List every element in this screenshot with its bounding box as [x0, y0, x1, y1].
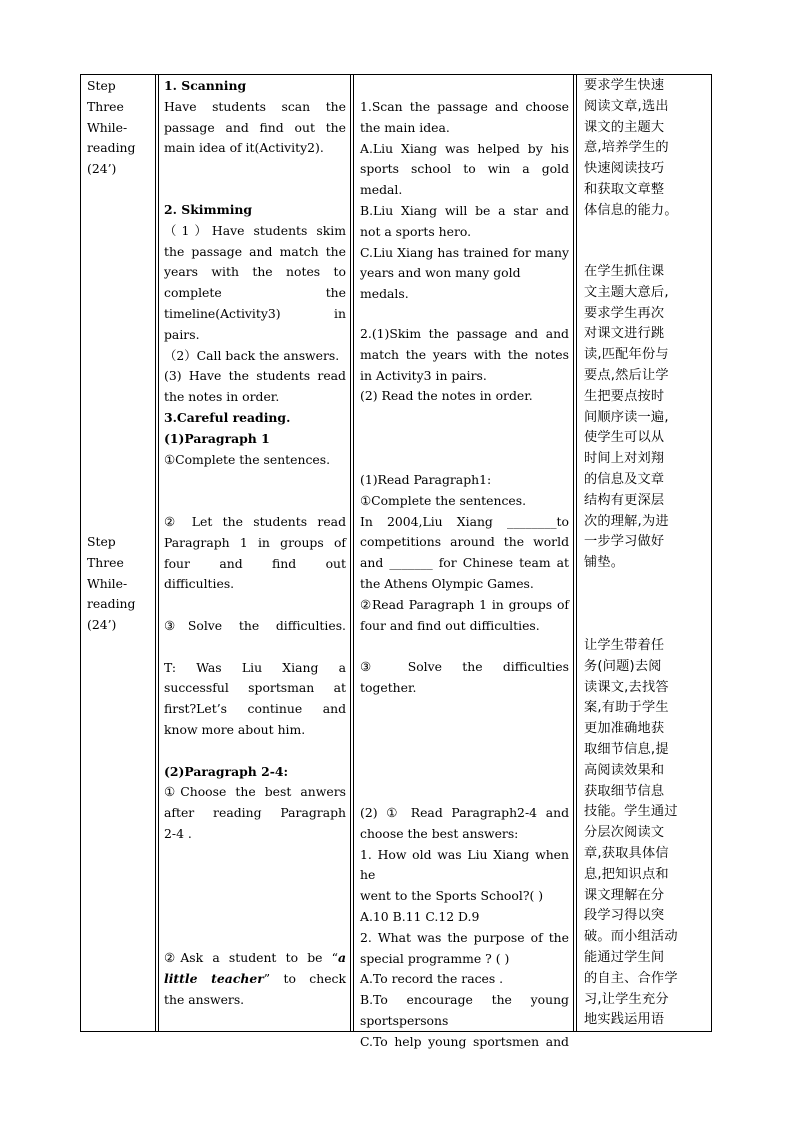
student-text: A.To record the races .	[360, 971, 504, 987]
step-text: reading	[87, 596, 136, 612]
student-text: choose the best answers:	[360, 825, 519, 841]
student-text: match the years with the notes	[360, 346, 569, 362]
teacher-text: ①Choose the best anwers	[164, 784, 346, 800]
teacher-text: ③Solve the difficulties.	[164, 617, 346, 633]
purpose-text: 铺垫。	[584, 555, 625, 571]
student-text: went to the Sports School?( )	[360, 888, 544, 904]
purpose-text: 的信息及文章	[584, 471, 665, 487]
student-text: and _______ for Chinese team at	[360, 555, 569, 571]
purpose-text: 高阅读效果和	[584, 762, 665, 778]
teacher-text: 2-4 .	[164, 825, 192, 841]
student-text: 2. What was the purpose of the	[360, 929, 569, 945]
student-text: B.To encourage the young	[360, 992, 569, 1008]
table-border-left	[80, 74, 81, 1032]
purpose-text: 能通过学生间	[584, 949, 665, 965]
teacher-text: ①Complete the sentences.	[164, 451, 331, 467]
student-text: competitions around the world	[360, 534, 569, 550]
student-text: 2.(1)Skim the passage and and	[360, 326, 569, 341]
purpose-text: 次的理解,为进	[584, 513, 669, 529]
purpose-text: 课文的主题大	[584, 119, 665, 135]
purpose-text: 阅读文章,选出	[584, 98, 669, 114]
purpose-text: 要求学生快速	[584, 78, 665, 93]
table-border-top	[80, 74, 712, 75]
student-text: B.Liu Xiang will be a star and	[360, 202, 569, 218]
skimming-title: 2. Skimming	[164, 202, 253, 217]
student-text: sports school to win a gold	[360, 161, 569, 177]
teacher-text: Paragraph 1 in groups of	[164, 534, 346, 550]
purpose-text: 对课文进行跳	[584, 326, 665, 342]
teacher-text	[164, 969, 346, 990]
purpose-text: 要求学生再次	[584, 305, 665, 321]
purpose-text: 习,让学生充分	[584, 991, 669, 1007]
student-text: medal.	[360, 182, 403, 198]
student-text: ②Read Paragraph 1 in groups of	[360, 596, 569, 612]
student-text: not a sports hero.	[360, 223, 472, 239]
teacher-text-emphasis: a	[337, 950, 346, 965]
student-text: four and find out difficulties.	[360, 617, 540, 633]
step-text: Step	[87, 78, 116, 93]
teacher-text: passage and find out the	[164, 119, 346, 135]
teacher-text: main idea of it(Activity2).	[164, 140, 324, 156]
teacher-text: T: Was Liu Xiang a	[164, 659, 346, 675]
purpose-text: 在学生抓住课	[584, 264, 665, 279]
purpose-text: 段学习得以突	[584, 908, 665, 924]
student-text: (1)Read Paragraph1:	[360, 472, 492, 487]
purpose-text: 结构有更深层	[584, 492, 665, 508]
teacher-text: the notes in order.	[164, 389, 280, 405]
purpose-text: 分层次阅读文	[584, 825, 665, 841]
student-text: the Athens Olympic Games.	[360, 575, 534, 591]
column-divider-2a	[350, 74, 351, 1032]
purpose-text: 要点,然后让学	[584, 367, 669, 383]
purpose-text: 章,获取具体信	[584, 845, 669, 861]
paragraph-1-title: (1)Paragraph 1	[164, 430, 270, 446]
purpose-text: 和获取文章整	[584, 181, 665, 197]
purpose-text: 课文理解在分	[584, 887, 665, 903]
step-text: While-	[87, 575, 128, 591]
careful-reading-title: 3.Careful reading.	[164, 409, 291, 425]
student-text: ③ Solve the difficulties	[360, 659, 569, 675]
student-text: (2) Read the notes in order.	[360, 388, 533, 404]
purpose-text: 取细节信息,提	[584, 741, 669, 757]
purpose-text: 技能。学生通过	[584, 804, 678, 820]
teacher-text: years with the notes to	[164, 264, 346, 280]
step-text: Three	[87, 554, 124, 570]
purpose-text: 的自主、合作学	[584, 970, 678, 986]
student-text: A.Liu Xiang was helped by his	[360, 140, 569, 156]
student-text: 1.Scan the passage and choose	[360, 99, 569, 114]
teacher-text: （2）Call back the answers.	[164, 347, 340, 363]
teacher-text: successful sportsman at	[164, 680, 346, 696]
teacher-text	[164, 948, 346, 969]
student-text: In 2004,Liu Xiang ________to	[360, 513, 569, 529]
purpose-text: 务(问题)去阅	[584, 658, 662, 674]
purpose-text: 使学生可以从	[584, 430, 665, 446]
teacher-text: ② Let the students read	[164, 514, 346, 529]
teacher-text: complete the	[164, 285, 346, 301]
step-text: Three	[87, 98, 124, 114]
purpose-text: 生把要点按时	[584, 388, 665, 404]
purpose-text: 读,匹配年份与	[584, 347, 669, 363]
purpose-text: 意,培养学生的	[584, 140, 669, 156]
table-border-right	[711, 74, 712, 1032]
purpose-text: 息,把知识点和	[584, 866, 669, 882]
student-text: C.Liu Xiang has trained for many	[360, 244, 569, 260]
purpose-text: 获取细节信息	[584, 783, 665, 799]
purpose-text: 让学生带着任	[584, 638, 665, 653]
teacher-text: Have students scan the	[164, 98, 346, 114]
student-text: 1. How old was Liu Xiang when he	[360, 846, 569, 883]
purpose-text: 间顺序读一遍,	[584, 409, 669, 425]
teacher-text: difficulties.	[164, 576, 235, 592]
purpose-text: 快速阅读技巧	[584, 161, 665, 177]
student-text: ①Complete the sentences.	[360, 492, 527, 508]
purpose-text: 破。而小组活动	[584, 929, 678, 945]
teacher-text: after reading Paragraph	[164, 805, 346, 821]
student-text: the main idea.	[360, 119, 450, 135]
step-text: reading	[87, 140, 136, 156]
paragraph-2-4-title: (2)Paragraph 2-4:	[164, 763, 289, 779]
column-divider-3a	[573, 74, 574, 1032]
student-text: special programme ? ( )	[360, 950, 510, 966]
step-text: (24’)	[87, 617, 117, 633]
column-divider-2b	[353, 74, 354, 1032]
purpose-text: 文主题大意后,	[584, 284, 669, 300]
purpose-text: 读课文,去找答	[584, 679, 669, 695]
scanning-title: 1. Scanning	[164, 78, 247, 93]
student-text: together.	[360, 679, 417, 695]
teacher-text: (3) Have the students read	[164, 368, 346, 384]
student-text: (2) ① Read Paragraph2-4 and	[360, 805, 569, 820]
column-divider-1b	[158, 74, 159, 1032]
column-divider-1a	[155, 74, 156, 1032]
column-divider-3b	[576, 74, 577, 1032]
step-text: While-	[87, 119, 128, 135]
student-text: in Activity3 in pairs.	[360, 367, 487, 383]
student-text: A.10 B.11 C.12 D.9	[360, 908, 480, 924]
purpose-text: 地实践运用语	[584, 1012, 665, 1028]
student-text: C.To help young sportsmen and	[360, 1033, 569, 1049]
purpose-text: 时间上对刘翔	[584, 451, 665, 467]
student-text: years and won many gold medals.	[360, 265, 521, 302]
purpose-text: 更加准确地获	[584, 721, 665, 737]
teacher-text: timeline(Activity3) in	[164, 305, 346, 321]
teacher-text: the answers.	[164, 991, 245, 1007]
teacher-text: know more about him.	[164, 721, 306, 737]
step-text: (24’)	[87, 161, 117, 177]
teacher-text-part: ②Ask a student to be “	[164, 950, 338, 965]
teacher-text: pairs.	[164, 326, 200, 342]
teacher-text: four and find out	[164, 555, 346, 571]
purpose-text: 一步学习做好	[584, 534, 665, 550]
teacher-text-part: ” to check	[263, 970, 346, 986]
teacher-text-emphasis: little teacher	[164, 970, 264, 986]
step-text: Step	[87, 534, 116, 549]
teacher-text: first?Let’s continue and	[164, 701, 346, 717]
purpose-text: 体信息的能力。	[584, 202, 678, 218]
teacher-text: the passage and match the	[164, 243, 346, 259]
teacher-text: （1）Have students skim	[164, 222, 346, 238]
student-text: sportspersons	[360, 1012, 449, 1028]
purpose-text: 案,有助于学生	[584, 700, 669, 716]
